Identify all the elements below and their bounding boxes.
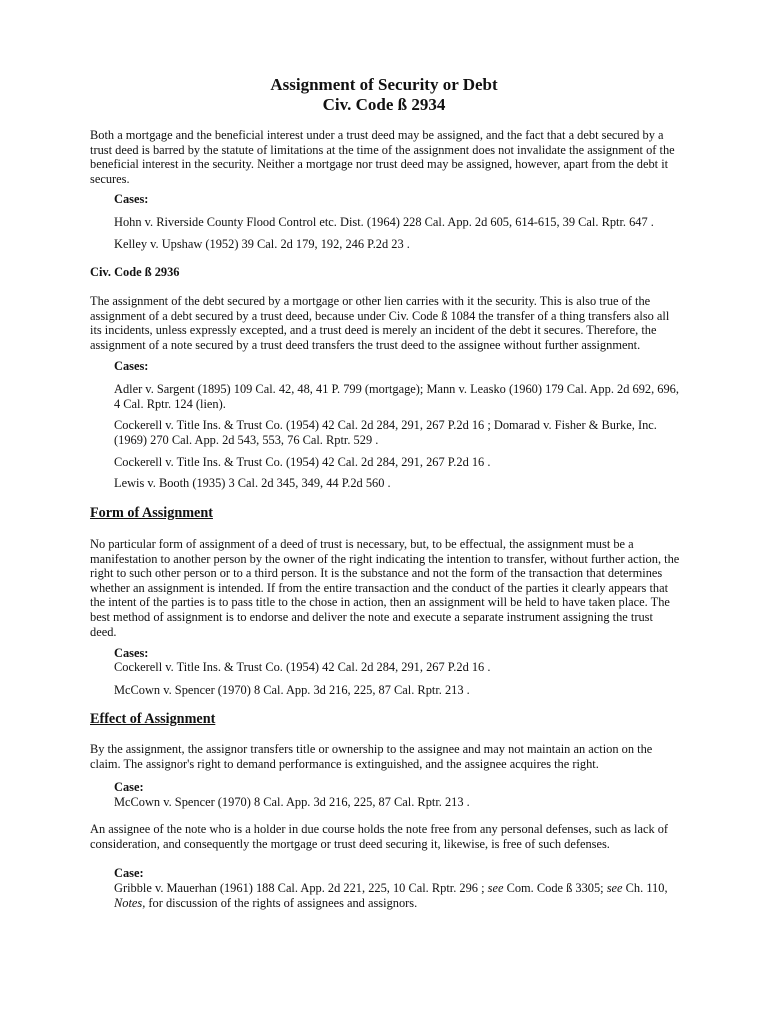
section-paragraph: An assignee of the note who is a holder in due course holds the note free from any personal defenses, such as lack of consideration, and consequently the mortgage or trust deed securing it, likewise, is free of such defenses. (90, 822, 669, 851)
section-paragraph: By the assignment, the assignor transfers title or ownership to the assignee and may not maintain an action on the claim. The assignor's right to demand performance is extinguished, and the assignee acquires the right. (90, 742, 653, 771)
section-paragraph: The assignment of the debt secured by a mortgage or other lien carries with it the security. This is also true of the assignment of a debt secured by a trust deed, because under Civ. Code ß 1084 the transfer of a thing transfers also all its incidents, unless expressly excepted, and a trust deed is merely an incident of the debt it secures. Therefore, the assignment of a note secured by a trust deed transfers the trust deed to the assignee without further assignment. (90, 294, 670, 352)
case-citation: Cockerell v. Title Ins. & Trust Co. (1954) 42 Cal. 2d 284, 291, 267 P.2d 16 . (114, 455, 491, 469)
cases-label: Cases: (114, 646, 149, 660)
intro-paragraph: Both a mortgage and the beneficial interest under a trust deed may be assigned, and the fact that a debt secured by a trust deed is barred by the statute of limitations at the time of the assignment does not invalidate the assignment of the beneficial interest in the security. Neither a mortgage nor trust deed may be assigned, however, apart from the debt it secures. (90, 128, 675, 186)
page-title: Assignment of Security or Debt (270, 75, 498, 94)
citation-text: Ch. 110, (622, 881, 668, 895)
case-citation: Adler v. Sargent (1895) 109 Cal. 42, 48, 41 P. 799 (mortgage); Mann v. Leasko (1960) 179 Cal. App. 2d 692, 696, 4 Cal. Rptr. 124 (lien). (114, 382, 679, 411)
see-signal: see (487, 881, 504, 895)
case-citation: McCown v. Spencer (1970) 8 Cal. App. 3d 216, 225, 87 Cal. Rptr. 213 . (114, 683, 470, 697)
case-label: Case: (114, 866, 144, 880)
case-citation: Cockerell v. Title Ins. & Trust Co. (1954) 42 Cal. 2d 284, 291, 267 P.2d 16 . (114, 660, 491, 674)
case-citation: Kelley v. Upshaw (1952) 39 Cal. 2d 179, 192, 246 P.2d 23 . (114, 237, 410, 251)
see-signal: see (606, 881, 623, 895)
page-subtitle: Civ. Code ß 2934 (322, 95, 446, 114)
section-heading-form-of-assignment: Form of Assignment (90, 505, 213, 521)
case-citation: Lewis v. Booth (1935) 3 Cal. 2d 345, 349, 44 P.2d 560 . (114, 476, 391, 490)
section-paragraph: No particular form of assignment of a deed of trust is necessary, but, to be effectual, the assignment must be a manifestation to another person by the owner of the right indicating the intention to transfer, without further action, the right to such other person or to a third person. It is the substance and not the form of the transaction that determines whether an assignment is intended. If from the entire transaction and the conduct of the parties it clearly appears that the intent of the parties is to pass title to the chose in action, then an assignment will be held to have taken place. The best method of assignment is to endorse and deliver the note and execute a separate instrument assigning the trust deed. (90, 537, 680, 639)
citation-text: Gribble v. Mauerhan (1961) 188 Cal. App. 2d 221, 225, 10 Cal. Rptr. 296 ; (114, 881, 488, 895)
citation-text: Com. Code ß 3305; (503, 881, 607, 895)
citation-text: for discussion of the rights of assignees and assignors. (145, 895, 418, 910)
case-citation: Hohn v. Riverside County Flood Control etc. Dist. (1964) 228 Cal. App. 2d 605, 614-615, 39 Cal. Rptr. 647 . (114, 215, 654, 229)
section-heading-effect-of-assignment: Effect of Assignment (90, 711, 216, 727)
case-label: Case: (114, 780, 144, 794)
case-citation-with-see-also (114, 881, 680, 910)
cases-label: Cases: (114, 359, 149, 373)
cases-label: Cases: (114, 192, 149, 206)
section-heading-civ-code-2936: Civ. Code ß 2936 (90, 265, 180, 279)
case-citation: McCown v. Spencer (1970) 8 Cal. App. 3d 216, 225, 87 Cal. Rptr. 213 . (114, 795, 470, 809)
case-citation: Cockerell v. Title Ins. & Trust Co. (1954) 42 Cal. 2d 284, 291, 267 P.2d 16 ; Domarad v. Fisher & Burke, Inc. (1969) 270 Cal. App. 2d 543, 553, 76 Cal. Rptr. 529 . (114, 418, 657, 447)
notes-reference: Notes, (114, 895, 146, 910)
